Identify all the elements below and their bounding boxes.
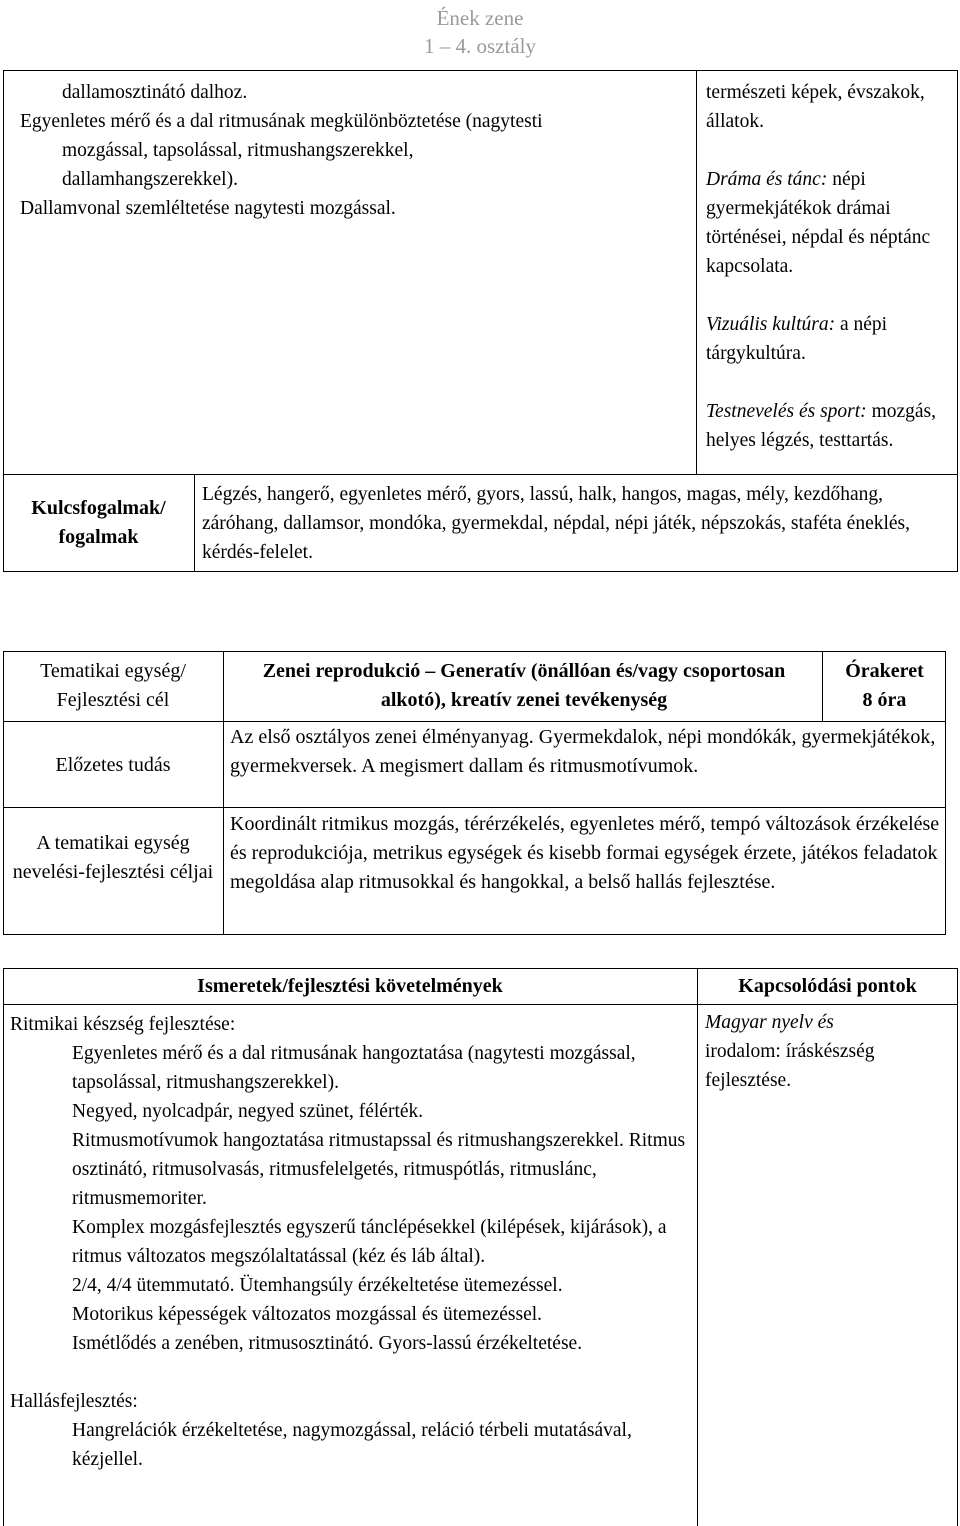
table1-row-divider [3, 474, 958, 475]
col-header-requirements: Ismeretek/fejlesztési követelmények [197, 975, 503, 997]
link-text: a népi tárgykultúra. [706, 314, 888, 364]
table3-header-divider [3, 1004, 958, 1005]
links-cell [706, 78, 951, 455]
content-cell [20, 78, 690, 223]
section-title-rhythm: Ritmikai készség fejlesztése: [10, 1014, 236, 1035]
key-concepts-label: Kulcsfogalmak/ fogalmak [31, 497, 166, 548]
list-item: Egyenletes mérő és a dal ritmusának hangoztatása (nagytesti mozgással, tapsolással, ritmushangszerekkel). [72, 1043, 636, 1093]
table3-left-border [3, 968, 4, 1526]
table3-top-border [3, 968, 958, 969]
hours-label: Órakeret [845, 660, 924, 682]
link-label: Dráma és tánc: [706, 169, 828, 190]
prior-knowledge-text: Az első osztályos zenei élményanyag. Gyermekdalok, népi mondókák, gyermekjátékok, gyermekversek. A megismert dallam és ritmusmotívumok. [230, 726, 936, 777]
list-item: Ismétlődés a zenében, ritmusosztinátó. Gyors-lassú érzékeltetése. [72, 1333, 583, 1354]
table2-row-divider [3, 807, 946, 808]
goals-text: Koordinált ritmikus mozgás, térérzékelés, egyenletes mérő, tempó változások érzékelése és reprodukciója, metrikus egységek és kisebb formai egységek érzete, játékos feladatok megoldása alap ritmusokkal és hangokkal, a belső hallás fejlesztése. [230, 813, 940, 893]
table3-right-border [957, 968, 958, 1526]
list-item: Hangrelációk érzékeltetése, nagymozgással, reláció térbeli mutatásával, kézjellel. [72, 1420, 632, 1470]
col-header-links: Kapcsolódási pontok [738, 975, 917, 997]
section-title-hearing: Hallásfejlesztés: [10, 1391, 138, 1412]
link-label: Vizuális kultúra: [706, 314, 836, 335]
text-line: dallamosztinátó dalhoz. [62, 82, 248, 103]
unit-title: Zenei reprodukció – Generatív (önállóan és/vagy csoportosan alkotó), kreatív zenei tevékenység [262, 660, 786, 711]
link-label: Magyar nyelv és [705, 1012, 834, 1033]
text-line: mozgással, tapsolással, ritmushangszerekkel, [62, 140, 414, 161]
link-text: irodalom: íráskészség fejlesztése. [705, 1041, 875, 1091]
table2-label-divider [223, 651, 224, 935]
links-cell [705, 1008, 950, 1095]
table2-row-divider [3, 721, 946, 722]
link-label: Testnevelés és sport: [706, 401, 867, 422]
list-item: Komplex mozgásfejlesztés egyszerű tánclépésekkel (kilépések, kijárások), a ritmus változatos megszólaltatással (kéz és láb által). [72, 1217, 667, 1267]
prior-knowledge-label: Előzetes tudás [55, 754, 171, 776]
document-title: Ének zene [436, 6, 524, 30]
text-line: Egyenletes mérő és a dal ritmusának megkülönböztetése (nagytesti [20, 111, 543, 132]
link-testneveles [706, 397, 951, 455]
link-drama [706, 165, 951, 281]
hours-box [823, 657, 946, 715]
link-text: népi gyermekjátékok drámai történései, népdal és néptánc kapcsolata. [706, 169, 931, 277]
key-concepts-text: Légzés, hangerő, egyenletes mérő, gyors, lassú, halk, hangos, magas, mély, kezdőhang, záróhang, dallamsor, mondóka, gyermekdal, népdal, népi játék, népszokás, staféta éneklés, kérdés-felelet. [202, 484, 911, 563]
goals-label: A tematikai egység nevelési-fejlesztési céljai [12, 832, 214, 883]
list-item: 2/4, 4/4 ütemmutató. Ütemhangsúly érzékeltetése ütemezéssel. [72, 1275, 563, 1296]
table1-col-divider [696, 70, 697, 475]
table3-col-divider [697, 968, 698, 1526]
document-subtitle: 1 – 4. osztály [424, 34, 536, 58]
table1-key-divider [194, 474, 195, 572]
text-line: dallamhangszerekkel). [62, 169, 238, 190]
list-item: Ritmusmotívumok hangoztatása ritmustapssal és ritmushangszerekkel. Ritmus osztinátó, ritmusolvasás, ritmusfelelgetés, ritmuspótlás, ritmuslánc, ritmusmemoriter. [72, 1130, 686, 1209]
link-text: mozgás, helyes légzés, testtartás. [706, 401, 937, 451]
requirements-cell [10, 1010, 692, 1474]
list-item: Motorikus képességek változatos mozgással és ütemezéssel. [72, 1304, 543, 1325]
text-line: Dallamvonal szemléltetése nagytesti mozgással. [20, 198, 396, 219]
links-intro: természeti képek, évszakok, állatok. [706, 82, 925, 132]
list-item: Negyed, nyolcadpár, negyed szünet, félérték. [72, 1101, 424, 1122]
link-vizualis [706, 310, 951, 368]
unit-label: Tematikai egység/ Fejlesztési cél [40, 660, 186, 711]
hours-value: 8 óra [862, 689, 907, 711]
